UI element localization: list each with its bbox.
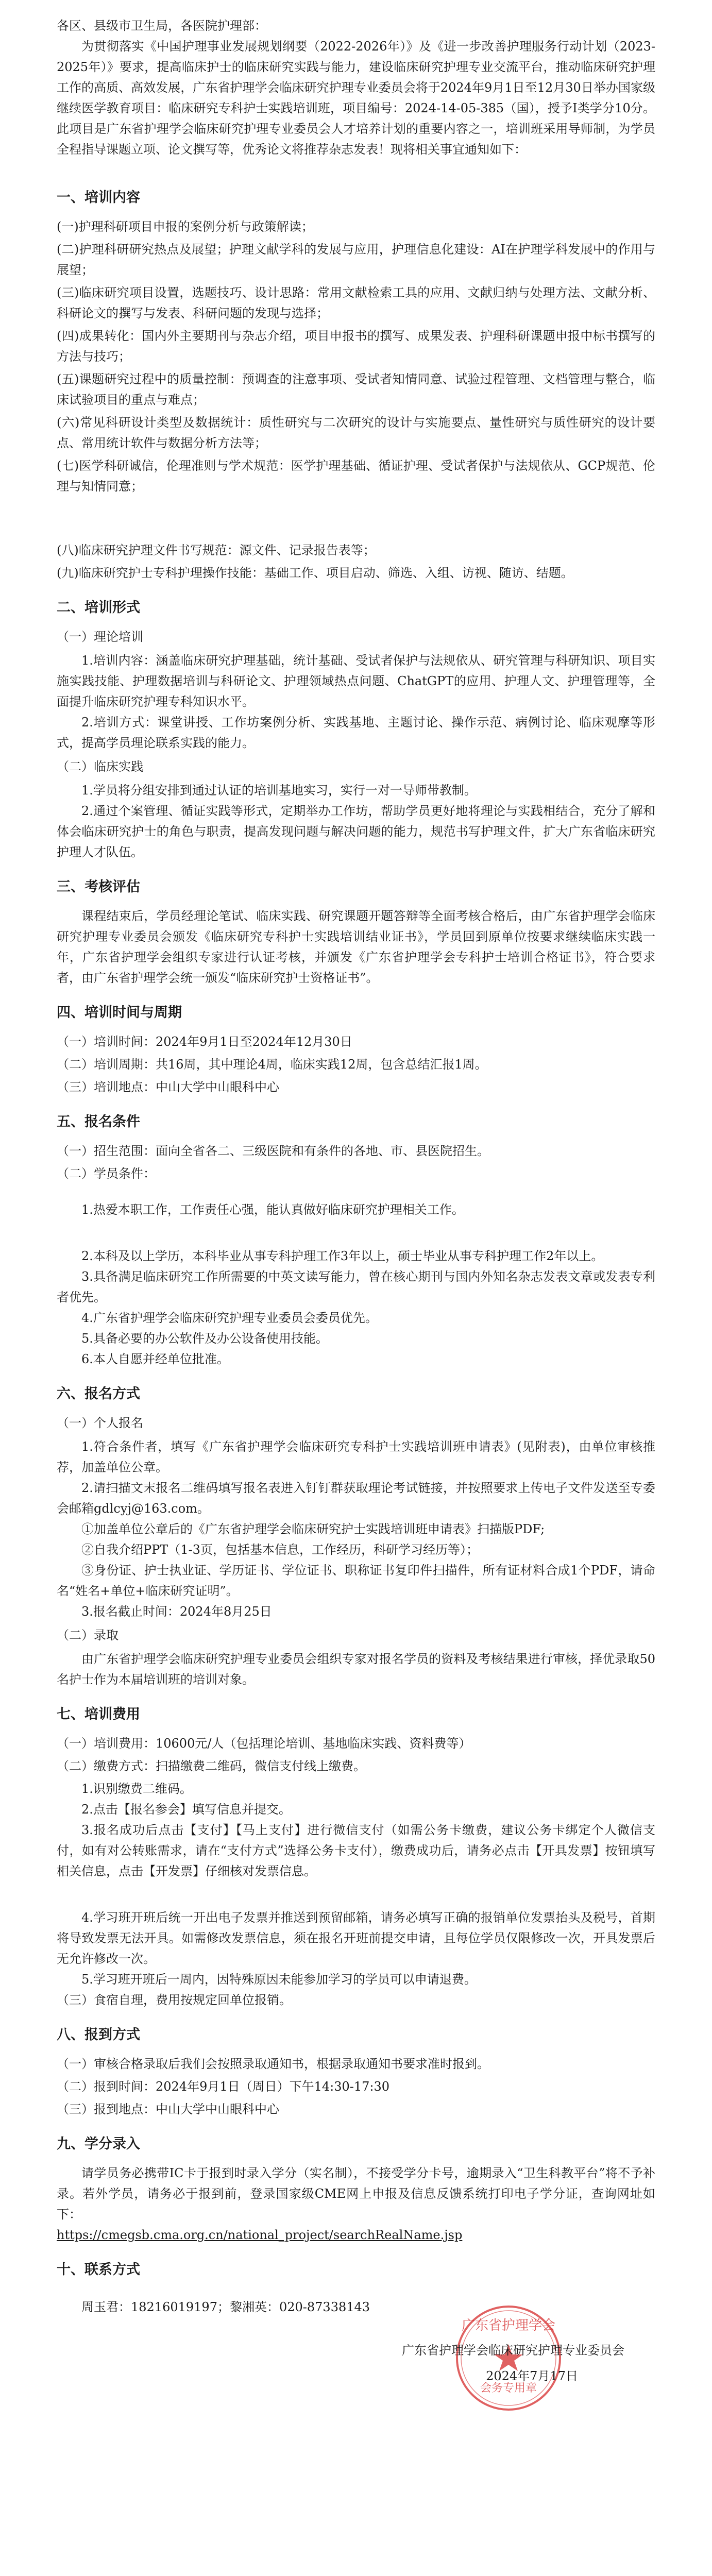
payment-step-2: 2.点击【报名参会】填写信息并提交。 (81, 1802, 291, 1817)
refund-note: 5.学习班开班后一周内，因特殊原因未能参加学习的学员可以申请退费。 (81, 1972, 477, 1987)
salutation: 各区、县级市卫生局，各医院护理部： (57, 19, 267, 33)
condition-4: 4.广东省护理学会临床研究护理专业委员会委员优先。 (81, 1311, 378, 1325)
registration-step-2: 2.请扫描文末报名二维码填写报名表进入钉钉群获取理论考试链接，并按照要求上传电子文件发送至专委会邮箱gdlcyj@163.com。 (57, 1481, 655, 1516)
condition-2: 2.本科及以上学历，本科毕业从事专科护理工作3年以上，硕士毕业从事专科护理工作2年以上。 (81, 1249, 604, 1263)
content-item-4: (四)成果转化：国内外主要期刊与杂志介绍，项目申报书的撰写、成果发表、护理科研课题申报中标书撰写的方法与技巧； (57, 329, 655, 364)
registration-file-b: ②自我介绍PPT（1-3页，包括基本信息，工作经历，科研学习经历等）； (81, 1543, 479, 1557)
trainee-conditions-label: （二）学员条件： (57, 1166, 156, 1181)
schedule-time: （一）培训时间：2024年9月1日至2024年12月30日 (57, 1035, 352, 1049)
seal-bottom-text: 会务专用章 (480, 2382, 537, 2395)
content-item-9: (九)临床研究护士专科护理操作技能：基础工作、项目启动、筛选、入组、访视、随访、结题。 (57, 566, 573, 580)
individual-registration-subtitle: （一）个人报名 (57, 1416, 143, 1430)
registration-step-1: 1.符合条件者，填写《广东省护理学会临床研究专科护士实践培训班申请表》(见附表)，由单位审核推荐，加盖单位公章。 (57, 1439, 655, 1475)
signature-date: 2024年7月17日 (486, 2369, 578, 2383)
section-assessment-title: 三、考核评估 (57, 879, 140, 895)
checkin-location: （三）报到地点：中山大学中山眼科中心 (57, 2102, 279, 2116)
clinical-practice-p1: 1.学员将分组安排到通过认证的培训基地实习，实行一对一导师带教制。 (81, 783, 477, 798)
section-training-format-title: 二、培训形式 (57, 600, 140, 616)
seal-top-text: 广东省护理学会 (461, 2318, 556, 2333)
checkin-notice: （一）审核合格录取后我们会按照录取通知书，根据录取通知书要求准时报到。 (57, 2057, 489, 2071)
checkin-time: （二）报到时间：2024年9月1日（周日）下午14:30-17:30 (57, 2079, 390, 2094)
theory-content-paragraph: 1.培训内容：涵盖临床研究护理基础，统计基础、受试者保护与法规依从、研究管理与科研知识、项目实施实践技能、护理数据培训与科研论文、护理领域热点问题、ChatGPT的应用、护理人文、护理管理等，全面提升临床研究护理专科知识水平。 (57, 653, 655, 709)
theory-method-paragraph: 2.培训方式：课堂讲授、工作坊案例分析、实践基地、主题讨论、操作示范、病例讨论、临床观摩等形式，提高学员理论联系实践的能力。 (57, 715, 655, 750)
accommodation-note: （三）食宿自理，费用按规定回单位报销。 (57, 1993, 292, 2007)
section-checkin-title: 八、报到方式 (57, 2027, 140, 2043)
payment-step-3: 3.报名成功后点击【支付】【马上支付】进行微信支付（如需公务卡缴费，建议公务卡绑定个人微信支付，如有对公转账需求，请在“支付方式”选择公务卡支付），缴费成功后，请务必点击【开具发票】按钮填写相关信息，点击【开发票】仔细核对发票信息。 (57, 1823, 655, 1878)
condition-1: 1.热爱本职工作，工作责任心强，能认真做好临床研究护理相关工作。 (81, 1202, 464, 1217)
section-schedule-title: 四、培训时间与周期 (57, 1005, 182, 1021)
signature-block (57, 2318, 655, 2438)
section-training-content-title: 一、培训内容 (57, 190, 140, 206)
payment-method: （二）缴费方式：扫描缴费二维码，微信支付线上缴费。 (57, 1759, 366, 1773)
enrollment-scope: （一）招生范围：面向全省各二、三级医院和有条件的各地、市、县医院招生。 (57, 1144, 489, 1158)
clinical-practice-subtitle: （二）临床实践 (57, 759, 143, 774)
section-eligibility-title: 五、报名条件 (57, 1114, 140, 1130)
assessment-paragraph: 课程结束后，学员经理论笔试、临床实践、研究课题开题答辩等全面考核合格后，由广东省护理学会临床研究护理专业委员会颁发《临床研究专科护士实践培训结业证书》，学员回到原单位按要求继续临床实践一年，广东省护理学会组织专家进行认证考核，并颁发《广东省护理学会专科护士培训合格证书》，符合要求者，由广东省护理学会统一颁发“临床研究护士资格证书”。 (57, 909, 655, 985)
section-contact-title: 十、联系方式 (57, 2262, 140, 2278)
section-credits-title: 九、学分录入 (57, 2136, 140, 2152)
condition-6: 6.本人自愿并经单位批准。 (81, 1352, 229, 1366)
contact-info: 周玉君：18216019197；黎湘英：020-87338143 (81, 2300, 370, 2314)
content-item-8: (八)临床研究护理文件书写规范：源文件、记录报告表等； (57, 543, 376, 557)
content-item-2: (二)护理科研研究热点及展望；护理文献学科的发展与应用，护理信息化建设：AI在护理学科发展中的作用与展望； (57, 242, 655, 277)
content-item-7: (七)医学科研诚信，伦理准则与学术规范：医学护理基础、循证护理、受试者保护与法规依从、GCP规范、伦理与知情同意； (57, 459, 655, 494)
condition-5: 5.具备必要的办公软件及办公设备使用技能。 (81, 1331, 328, 1346)
content-item-5: (五)课题研究过程中的质量控制：预调查的注意事项、受试者知情同意、试验过程管理、文档管理与整合，临床试验项目的重点与难点； (57, 372, 655, 407)
condition-3: 3.具备满足临床研究工作所需要的中英文读写能力，曾在核心期刊与国内外知名杂志发表文章或发表专利者优先。 (57, 1269, 655, 1304)
admission-paragraph: 由广东省护理学会临床研究护理专业委员会组织专家对报名学员的资料及考核结果进行审核，择优录取50名护士作为本届培训班的培训对象。 (57, 1652, 655, 1687)
schedule-period: （二）培训周期：共16周，其中理论4周，临床实践12周，包含总结汇报1周。 (57, 1057, 487, 1072)
payment-step-1: 1.识别缴费二维码。 (81, 1782, 192, 1796)
signature-organization: 广东省护理学会临床研究护理专业委员会 (402, 2343, 624, 2358)
admission-subtitle: （二）录取 (57, 1628, 118, 1642)
content-item-3: (三)临床研究项目设置，选题技巧、设计思路：常用文献检索工具的应用、文献归纳与处理方法、文献分析、科研论文的撰写与发表、科研问题的发现与选择； (57, 285, 655, 320)
section-registration-title: 六、报名方式 (57, 1386, 140, 1402)
intro-paragraph: 为贯彻落实《中国护理事业发展规划纲要（2022-2026年）》及《进一步改善护理服务行动计划（2023-2025年）》要求，提高临床护士的临床研究实践与能力，建设临床研究护理专业交流平台，推动临床研究护理工作的高质、高效发展，广东省护理学会临床研究护理专业委员会将于2024年9月1日至12月30日举办国家级继续医学教育项目：临床研究专科护士实践培训班，项目编号：2024-14-05-385（国），授予I类学分10分。此项目是广东省护理学会临床研究护理专业委员会人才培养计划的重要内容之一，培训班采用导师制，为学员全程指导课题立项、论文撰写等，优秀论文将推荐杂志发表！现将相关事宜通知如下： (57, 39, 655, 157)
registration-file-c: ③身份证、护士执业证、学历证书、学位证书、职称证书复印件扫描件，所有证材料合成1个PDF，请命名“姓名+单位+临床研究证明”。 (57, 1563, 655, 1598)
credits-query-link[interactable]: https://cmegsb.cma.org.cn/national_project/searchRealName.jsp (57, 2228, 463, 2242)
registration-deadline: 3.报名截止时间：2024年8月25日 (81, 1604, 272, 1619)
clinical-practice-p2: 2.通过个案管理、循证实践等形式，定期举办工作坊，帮助学员更好地将理论与实践相结合，充分了解和体会临床研究护士的角色与职责，提高发现问题与解决问题的能力，规范书写护理文件，扩大广东省临床研究护理人才队伍。 (57, 804, 655, 859)
content-item-1: (一)护理科研项目申报的案例分析与政策解读； (57, 219, 314, 234)
credits-paragraph: 请学员务必携带IC卡于报到时录入学分（实名制），不接受学分卡号，逾期录入“卫生科教平台”将不予补录。若外学员，请务必于报到前，登录国家级CME网上申报及信息反馈系统打印电子学分证，查询网址如下： (57, 2166, 655, 2222)
invoice-note: 4.学习班开班后统一开出电子发票并推送到预留邮箱，请务必填写正确的报销单位发票抬头及税号，首期将导致发票无法开具。如需修改发票信息，须在报名开班前提交申请，且每位学员仅限修改一次，开具发票后无允许修改一次。 (57, 1910, 655, 1966)
registration-file-a: ①加盖单位公章后的《广东省护理学会临床研究护士实践培训班申请表》扫描版PDF; (81, 1522, 545, 1536)
fee-amount: （一）培训费用：10600元/人（包括理论培训、基地临床实践、资料费等） (57, 1736, 471, 1751)
schedule-location: （三）培训地点：中山大学中山眼科中心 (57, 1080, 279, 1094)
theory-training-subtitle: （一）理论培训 (57, 630, 143, 644)
content-item-6: (六)常见科研设计类型及数据统计：质性研究与二次研究的设计与实施要点、量性研究与质性研究的设计要点、常用统计软件与数据分析方法等； (57, 415, 655, 450)
section-fees-title: 七、培训费用 (57, 1706, 140, 1722)
